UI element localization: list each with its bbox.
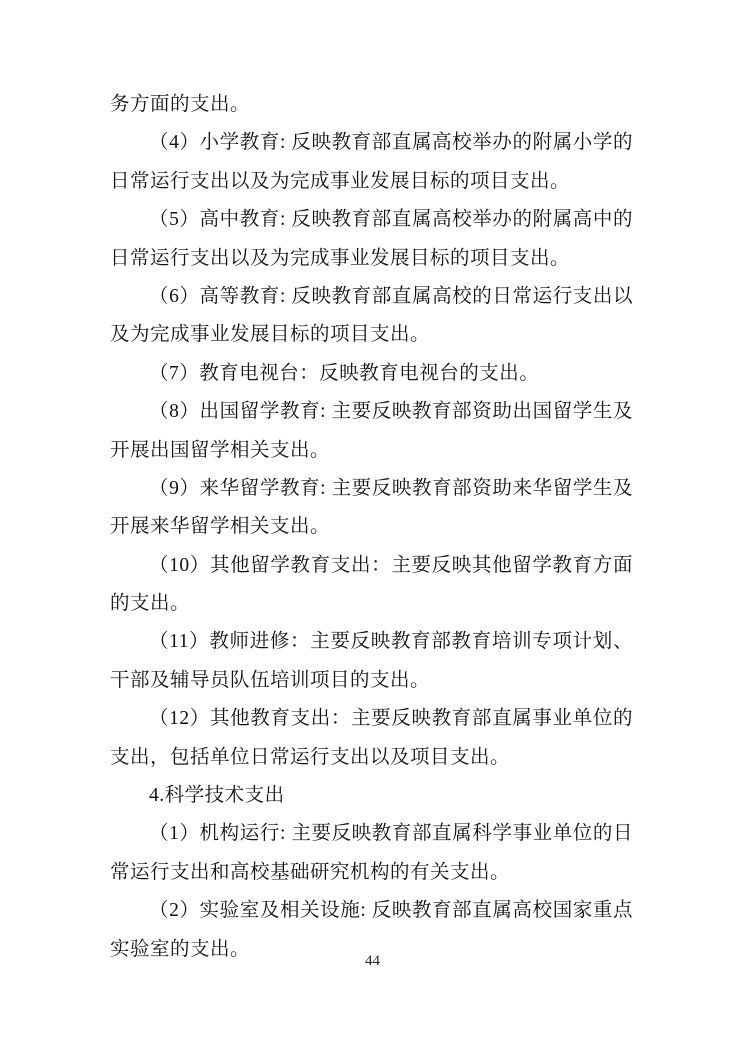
text-line: 务方面的支出。 (110, 94, 251, 115)
text-line: 开展出国留学相关支出。 (110, 439, 331, 461)
text-line: （9）来华留学教育: 主要反映教育部资助来华留学生及 (149, 477, 633, 499)
text-line: （11）教师进修：主要反映教育部教育培训专项计划、 (149, 631, 633, 653)
document-body (110, 86, 633, 969)
text-line: 4.科学技术支出 (149, 785, 285, 807)
text-line: 支出，包括单位日常运行支出以及项目支出。 (110, 746, 511, 768)
text-line: （1）机构运行: 主要反映教育部直属科学事业单位的日 (149, 823, 633, 845)
text-line: 日常运行支出以及为完成事业发展目标的项目支出。 (110, 247, 571, 269)
page-number: 44 (365, 953, 380, 969)
text-line: （12）其他教育支出：主要反映教育部直属事业单位的 (149, 708, 633, 730)
text-line: 开展来华留学相关支出。 (110, 516, 331, 538)
text-line: （10）其他留学教育支出：主要反映其他留学教育方面 (149, 554, 633, 576)
text-line: （2）实验室及相关设施: 反映教育部直属高校国家重点 (149, 900, 633, 922)
text-line: 常运行支出和高校基础研究机构的有关支出。 (110, 861, 511, 883)
text-line: 实验室的支出。 (110, 938, 251, 960)
text-line: 及为完成事业发展目标的项目支出。 (110, 324, 431, 346)
text-line: 的支出。 (110, 593, 191, 615)
text-line: 干部及辅导员队伍培训项目的支出。 (110, 669, 431, 691)
text-line: （6）高等教育: 反映教育部直属高校的日常运行支出以 (149, 285, 633, 307)
text-line: （4）小学教育: 反映教育部直属高校举办的附属小学的 (149, 132, 633, 154)
text-line: （7）教育电视台：反映教育电视台的支出。 (149, 362, 540, 384)
text-line: （5）高中教育: 反映教育部直属高校举办的附属高中的 (149, 209, 633, 231)
text-line: 日常运行支出以及为完成事业发展目标的项目支出。 (110, 170, 571, 192)
text-line: （8）出国留学教育: 主要反映教育部资助出国留学生及 (149, 401, 633, 423)
